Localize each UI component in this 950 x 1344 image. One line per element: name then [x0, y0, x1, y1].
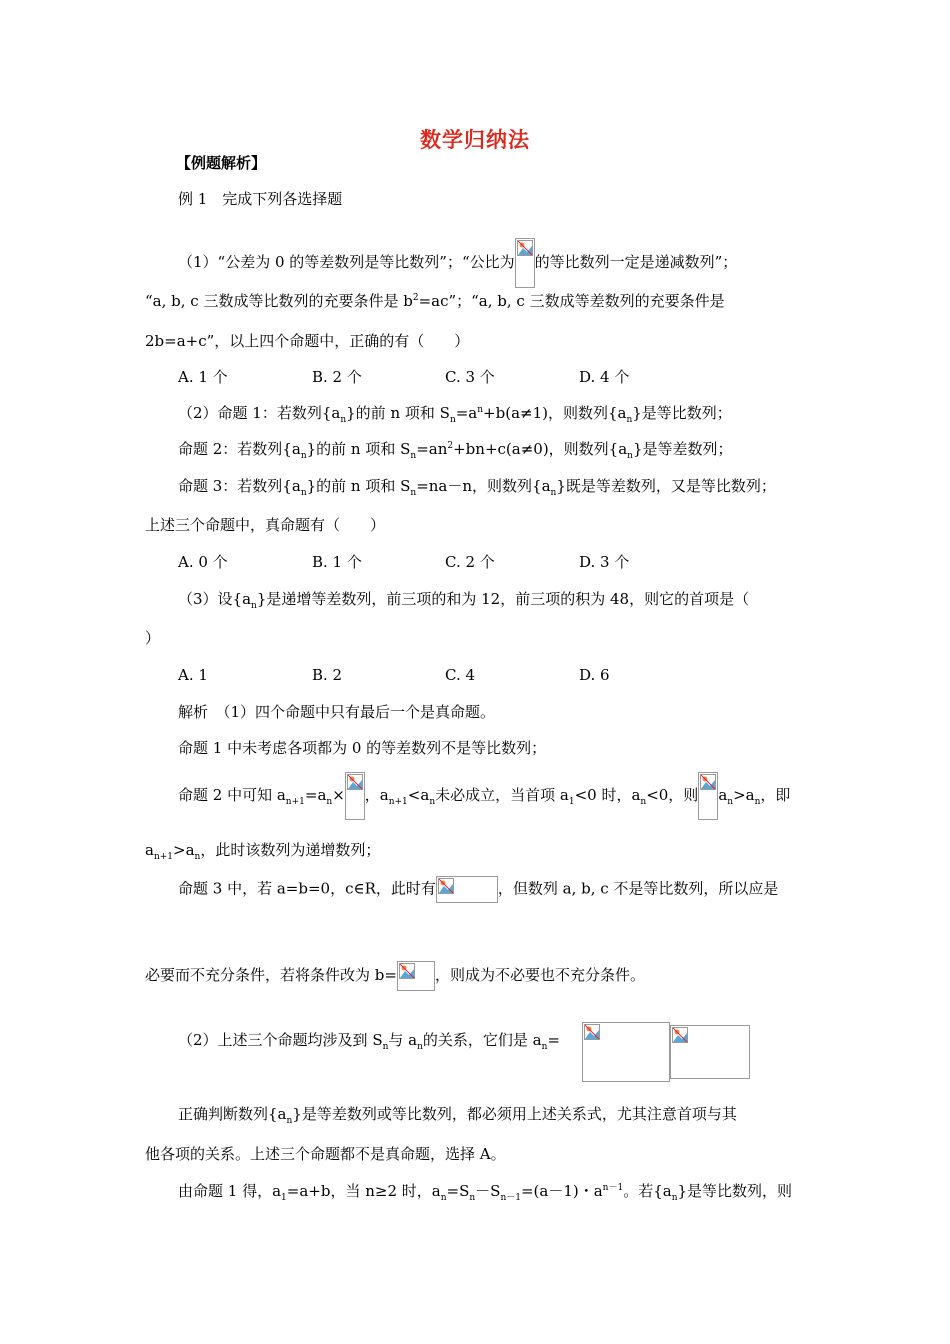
- text: }的前 n 项和 S: [346, 404, 450, 422]
- text: }既是等差数列，又是等比数列；: [556, 477, 776, 495]
- superscript: 2: [447, 441, 454, 451]
- solution-line-4: [145, 840, 380, 860]
- subscript: n: [626, 415, 633, 425]
- superscript: n: [477, 405, 484, 415]
- example-heading: 例 1 完成下列各选择题: [178, 190, 343, 208]
- option-b[interactable]: B. 2 个: [312, 368, 362, 386]
- text: －S: [475, 1182, 501, 1200]
- subscript: 1: [281, 1193, 287, 1203]
- text: 命题 3：若数列{a: [178, 477, 301, 495]
- subscript: 1: [568, 797, 575, 807]
- text: ，即: [760, 786, 791, 804]
- text: }的前 n 项和 S: [306, 477, 411, 495]
- text: 命题 2：若数列{a: [178, 440, 301, 458]
- option-b[interactable]: B. 2: [312, 666, 343, 684]
- subscript: n: [410, 488, 417, 498]
- text: a: [145, 841, 154, 859]
- subscript: n: [754, 797, 761, 807]
- solution-line-3: [178, 772, 790, 822]
- q3-line-2: ）: [145, 629, 161, 647]
- text: =a+b，当 n≥2 时，a: [286, 1182, 441, 1200]
- text: 。若{a: [623, 1182, 672, 1200]
- text: a: [718, 786, 728, 804]
- broken-image-icon: [698, 772, 718, 820]
- solution-line-1: 解析 （1）四个命题中只有最后一个是真命题。: [178, 703, 496, 721]
- q3-options: [178, 665, 878, 687]
- text: ，则成为不必要也不充分条件。: [434, 966, 645, 984]
- text: <0 时，a: [574, 786, 641, 804]
- text: 未必成立，当首项 a: [435, 786, 569, 804]
- solution-line-2: 命题 1 中未考虑各项都为 0 的等差数列不是等比数列；: [178, 739, 547, 757]
- q2-line-3: [178, 476, 776, 496]
- subscript: n: [627, 451, 633, 461]
- text: 的等比数列一定是递减数列”；: [534, 253, 738, 271]
- broken-image-icon: [436, 876, 498, 903]
- subscript: n: [469, 1193, 476, 1203]
- text: 必要而不充分条件，若将条件改为 b=: [145, 966, 397, 984]
- text: =a: [304, 786, 327, 804]
- q1-line-3: 2b=a+c”，以上四个命题中，正确的有（ ）: [145, 332, 470, 350]
- text: }的前 n 项和 S: [306, 440, 411, 458]
- subscript: n: [251, 601, 257, 611]
- subscript: n－1: [500, 1193, 521, 1203]
- superscript: n－1: [602, 1183, 624, 1193]
- q2-options: [178, 552, 878, 574]
- solution-line-5: [178, 876, 778, 903]
- subscript: n: [382, 1042, 389, 1052]
- text: =ac”；“a, b, c 三数成等差数列的充要条件是: [418, 292, 725, 310]
- text: ，但数列 a, b, c 不是等比数列，所以应是: [497, 879, 779, 898]
- q1-line-2: [145, 291, 725, 311]
- section-heading: 【例题解析】: [176, 154, 267, 172]
- superscript: 2: [412, 293, 419, 303]
- text: }是等比数列；: [632, 404, 732, 422]
- subscript: n: [541, 1042, 548, 1052]
- subscript: n: [286, 1116, 293, 1126]
- subscript: n: [440, 1193, 447, 1203]
- broken-image-icon: [397, 961, 435, 991]
- text: 的关系，它们是 a: [422, 1031, 542, 1049]
- subscript: n: [727, 797, 734, 807]
- text: 由命题 1 得，a: [178, 1182, 282, 1200]
- option-d[interactable]: D. 3 个: [579, 553, 630, 571]
- subscript: n+1: [285, 797, 305, 807]
- text: }是递增等差数列，前三项的和为 12，前三项的积为 48，则它的首项是（: [256, 590, 750, 608]
- text: }是等差数列或等比数列，都必须用上述关系式，尤其注意首项与其: [292, 1105, 737, 1123]
- subscript: n: [429, 797, 436, 807]
- text: =a: [455, 404, 478, 422]
- option-c[interactable]: C. 3 个: [445, 368, 495, 386]
- subscript: n: [417, 1042, 423, 1052]
- broken-image-icon: [515, 238, 535, 288]
- q2-line-2: [178, 439, 733, 459]
- text: >a: [173, 841, 195, 859]
- text: （1）“公差为 0 的等差数列是等比数列”；“公比为: [178, 253, 515, 271]
- subscript: n: [640, 797, 647, 807]
- text: }是等比数列，则: [677, 1182, 793, 1200]
- text: ，此时该数列为递增数列；: [200, 841, 381, 859]
- subscript: n: [300, 451, 307, 461]
- option-a[interactable]: A. 0 个: [178, 553, 228, 571]
- option-d[interactable]: D. 4 个: [579, 368, 630, 386]
- subscript: n: [671, 1193, 678, 1203]
- text: =na－n，则数列{a: [416, 477, 551, 495]
- page-title: 数学归纳法: [420, 127, 530, 152]
- subscript: n+1: [153, 852, 174, 862]
- subscript: n: [300, 488, 307, 498]
- text: 命题 3 中，若 a=b=0，c∈R，此时有: [178, 879, 436, 898]
- solution-line-10: [178, 1181, 792, 1201]
- solution-line-8: [178, 1104, 737, 1124]
- subscript: n: [326, 797, 333, 807]
- subscript: n: [410, 451, 417, 461]
- text: <a: [407, 786, 430, 804]
- text: （2）命题 1：若数列{a: [178, 404, 341, 422]
- text: =S: [446, 1182, 470, 1200]
- text: =an: [416, 440, 448, 458]
- q1-options: [178, 367, 878, 389]
- q1-line-1: [178, 238, 737, 288]
- option-a[interactable]: A. 1: [178, 666, 208, 684]
- broken-image-icon: [582, 1022, 670, 1082]
- text: +bn+c(a≠0)，则数列{a: [453, 440, 628, 458]
- text: 与 a: [388, 1031, 418, 1049]
- text: （2）上述三个命题均涉及到 S: [178, 1031, 383, 1049]
- solution-line-9: 他各项的关系。上述三个命题都不是真命题，选择 A。: [145, 1145, 506, 1163]
- text: >a: [733, 786, 755, 804]
- text: 正确判断数列{a: [178, 1105, 287, 1123]
- q3-line-1: [178, 589, 749, 609]
- subscript: n+1: [388, 797, 408, 807]
- text: =: [547, 1031, 560, 1049]
- q2-line-1: [178, 403, 732, 423]
- text: ×: [332, 786, 345, 804]
- text: =(a－1)・a: [520, 1182, 603, 1200]
- q2-line-4: 上述三个命题中，真命题有（ ）: [145, 516, 386, 534]
- option-c[interactable]: C. 4: [445, 666, 476, 684]
- solution-line-7: [178, 1030, 560, 1050]
- subscript: n: [194, 852, 201, 862]
- text: ，a: [364, 786, 389, 804]
- solution-line-6: [145, 961, 645, 991]
- option-d[interactable]: D. 6: [579, 666, 610, 684]
- text: +b(a≠1)，则数列{a: [483, 404, 627, 422]
- option-b[interactable]: B. 1 个: [312, 553, 362, 571]
- broken-image-icon: [345, 772, 365, 820]
- broken-image-icon: [670, 1025, 750, 1079]
- text: 命题 2 中可知 a: [178, 786, 286, 804]
- text: }是等差数列；: [632, 440, 733, 458]
- subscript: n: [550, 488, 557, 498]
- subscript: n: [449, 415, 456, 425]
- text: “a, b, c 三数成等比数列的充要条件是 b: [145, 292, 413, 310]
- option-c[interactable]: C. 2 个: [445, 553, 495, 571]
- text: （3）设{a: [178, 590, 252, 608]
- option-a[interactable]: A. 1 个: [178, 368, 228, 386]
- subscript: n: [340, 415, 347, 425]
- text: <0，则: [646, 786, 699, 804]
